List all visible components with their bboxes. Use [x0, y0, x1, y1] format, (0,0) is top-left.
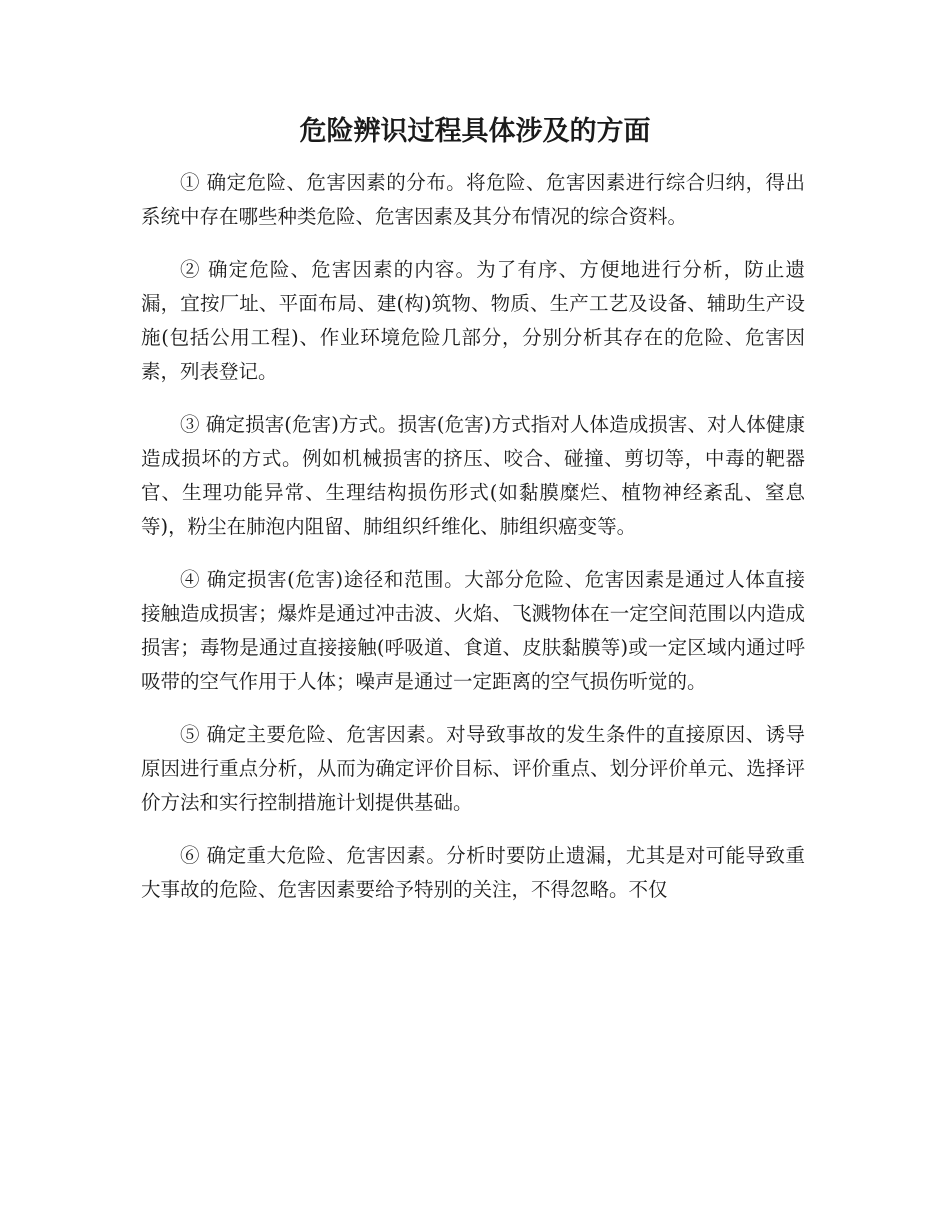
page-title: 危险辨识过程具体涉及的方面	[299, 116, 651, 147]
paragraph-main-factors: ⑤ 确定主要危险、危害因素。对导致事故的发生条件的直接原因、诱导原因进行重点分析，从而为确定评价目标、评价重点、划分评价单元、选择评价方法和实行控制措施计划提供基础。	[141, 723, 805, 814]
paragraph-damage-path: ④ 确定损害(危害)途径和范围。大部分危险、危害因素是通过人体直接接触造成损害；爆炸是通过冲击波、火焰、飞溅物体在一定空间范围以内造成损害；毒物是通过直接接触(呼吸道、食道、皮肤黏膜等)或一定区域内通过呼吸带的空气作用于人体；噪声是通过一定距离的空气损伤听觉的。	[141, 568, 805, 693]
paragraph-distribution: ① 确定危险、危害因素的分布。将危险、危害因素进行综合归纳，得出系统中存在哪些种类危险、危害因素及其分布情况的综合资料。	[141, 171, 805, 228]
paragraph-damage-mode: ③ 确定损害(危害)方式。损害(危害)方式指对人体造成损害、对人体健康造成损坏的方式。例如机械损害的挤压、咬合、碰撞、剪切等，中毒的靶器官、生理功能异常、生理结构损伤形式(如黏膜糜烂、植物神经紊乱、窒息等)，粉尘在肺泡内阻留、肺组织纤维化、肺组织癌变等。	[141, 413, 805, 538]
paragraph-major-factors: ⑥ 确定重大危险、危害因素。分析时要防止遗漏，尤其是对可能导致重大事故的危险、危害因素要给予特别的关注，不得忽略。不仅	[141, 844, 805, 901]
paragraph-content: ② 确定危险、危害因素的内容。为了有序、方便地进行分析，防止遗漏，宜按厂址、平面布局、建(构)筑物、物质、生产工艺及设备、辅助生产设施(包括公用工程)、作业环境危险几部分，分别分析其存在的危险、危害因素，列表登记。	[141, 258, 805, 383]
document-body	[141, 166, 805, 907]
